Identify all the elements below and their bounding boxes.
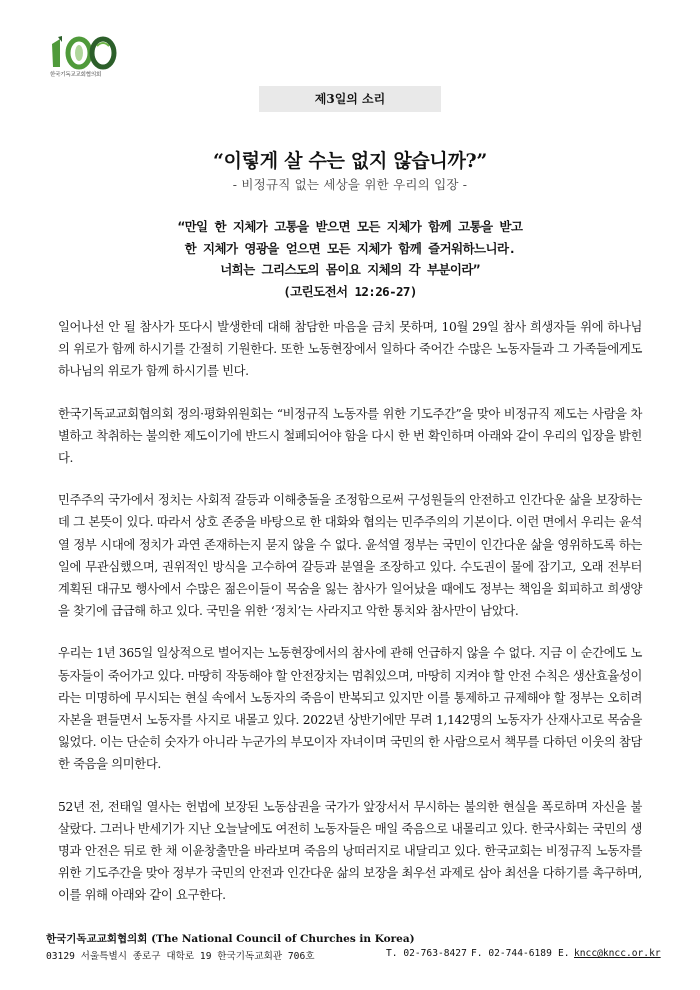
verse-line: “만일 한 지체가 고통을 받으면 모든 지체가 함께 고통을 받고: [177, 219, 523, 234]
email-link[interactable]: kncc@kncc.or.kr: [574, 948, 661, 959]
verse-line: 너희는 그리스도의 몸이요 지체의 각 부분이라”: [220, 262, 480, 277]
logo-caption: 한국기독교교회협의회: [50, 72, 102, 78]
statement-body: [58, 316, 642, 927]
telephone: T. 02-763-8427: [386, 948, 467, 959]
organization-name: 한국기독교교회협의회 (The National Council of Churches in Korea): [46, 933, 415, 945]
body-paragraph: 일어나선 안 될 참사가 또다시 발생한데 대해 참담한 마음을 금치 못하며, 10월 29일 참사 희생자들 위에 하나님의 위로가 함께 하시기를 간절히 기원한다. 또한 노동현장에서 일하다 죽어간 수많은 노동자들과 그 가족들에게도 하나님의 위로가 함께 하시기를 빈다.: [58, 320, 642, 379]
section-badge: 제3일의 소리: [259, 86, 441, 112]
page-title: “이렇게 살 수는 없지 않습니까?”: [213, 150, 487, 172]
kncc-100-logo: [50, 34, 122, 80]
address: 03129 서울특별시 종로구 대학로 19 한국기독교회관 706호: [46, 951, 315, 962]
body-paragraph: 52년 전, 전태일 열사는 헌법에 보장된 노동삼권을 국가가 앞장서서 무시하는 불의한 현실을 폭로하며 자신을 불살랐다. 그러나 반세기가 지난 오늘날에도 여전히 노동자들은 매일 죽음으로 내몰리고 있다. 한국사회는 국민의 생명과 안전은 뒤로 한 채 이윤창출만을 바라보며 죽음의 낭떠러지로 내달리고 있다. 한국교회는 비정규직 노동자를 위한 기도주간을 맞아 정부가 국민의 안전과 인간다운 삶의 보장을 최우선 과제로 삼아 최선을 다하기를 촉구하며, 이를 위해 아래와 같이 요구한다.: [58, 799, 642, 903]
body-paragraph: 우리는 1년 365일 일상적으로 벌어지는 노동현장에서의 참사에 관해 언급하지 않을 수 없다. 지금 이 순간에도 노동자들이 죽어가고 있다. 마땅히 작동해야 할 안전장치는 멈춰있으며, 마땅히 지켜야 할 안전 수칙은 생산효율성이라는 미명하에 무시되는 현실 속에서 노동자의 죽음이 반복되고 있지만 이를 통제하고 규제해야 할 정부는 오히려 자본을 편들면서 노동자를 사지로 내몰고 있다. 2022년 상반기에만 무려 1,142명의 노동자가 산재사고로 목숨을 잃었다. 이는 단순히 숫자가 아니라 누군가의 부모이자 자녀이며 국민의 한 사람으로서 책무를 다하던 이웃의 참담한 죽음을 의미한다.: [58, 646, 642, 772]
page-subtitle: - 비정규직 없는 세상을 위한 우리의 입장 -: [232, 177, 468, 192]
verse-reference: (고린도전서 12:26-27): [283, 283, 417, 299]
fax: F. 02-744-6189: [471, 948, 552, 959]
verse-line: 한 지체가 영광을 얻으면 모든 지체가 함께 즐거워하느니라.: [184, 240, 516, 256]
email-label: E.: [558, 948, 570, 959]
logo-100-mark: [50, 34, 122, 70]
letterhead-footer: [46, 931, 661, 962]
scripture-quote: [60, 216, 640, 302]
body-paragraph: 민주주의 국가에서 정치는 사회적 갈등과 이해충돌을 조정함으로써 구성원들의 안전하고 인간다운 삶을 보장하는 데 그 본뜻이 있다. 따라서 상호 존중을 바탕으로 한 대화와 협의는 민주주의의 기본이다. 이런 면에서 우리는 윤석열 정부 시대에 정치가 과연 존재하는지 묻지 않을 수 없다. 윤석열 정부는 국민이 인간다운 삶을 영위하도록 하는 일에 무관심했으며, 권위적인 방식을 고수하여 갈등과 분열을 조장하고 있다. 수도권이 물에 잠기고, 오래 전부터 계획된 대규모 행사에서 수많은 젊은이들이 목숨을 잃는 참사가 일어났을 때에도 정부는 책임을 회피하고 희생양을 찾기에 급급해 하고 있다. 국민을 위한 ‘정치’는 사라지고 악한 통치와 참사만이 남았다.: [58, 493, 642, 619]
body-paragraph: 한국기독교교회협의회 정의·평화위원회는 “비정규직 노동자를 위한 기도주간”을 맞아 비정규직 제도는 사람을 차별하고 착취하는 불의한 제도이기에 반드시 철폐되어야 함을 다시 한 번 확인하며 아래와 같이 우리의 입장을 밝힌다.: [58, 406, 642, 466]
